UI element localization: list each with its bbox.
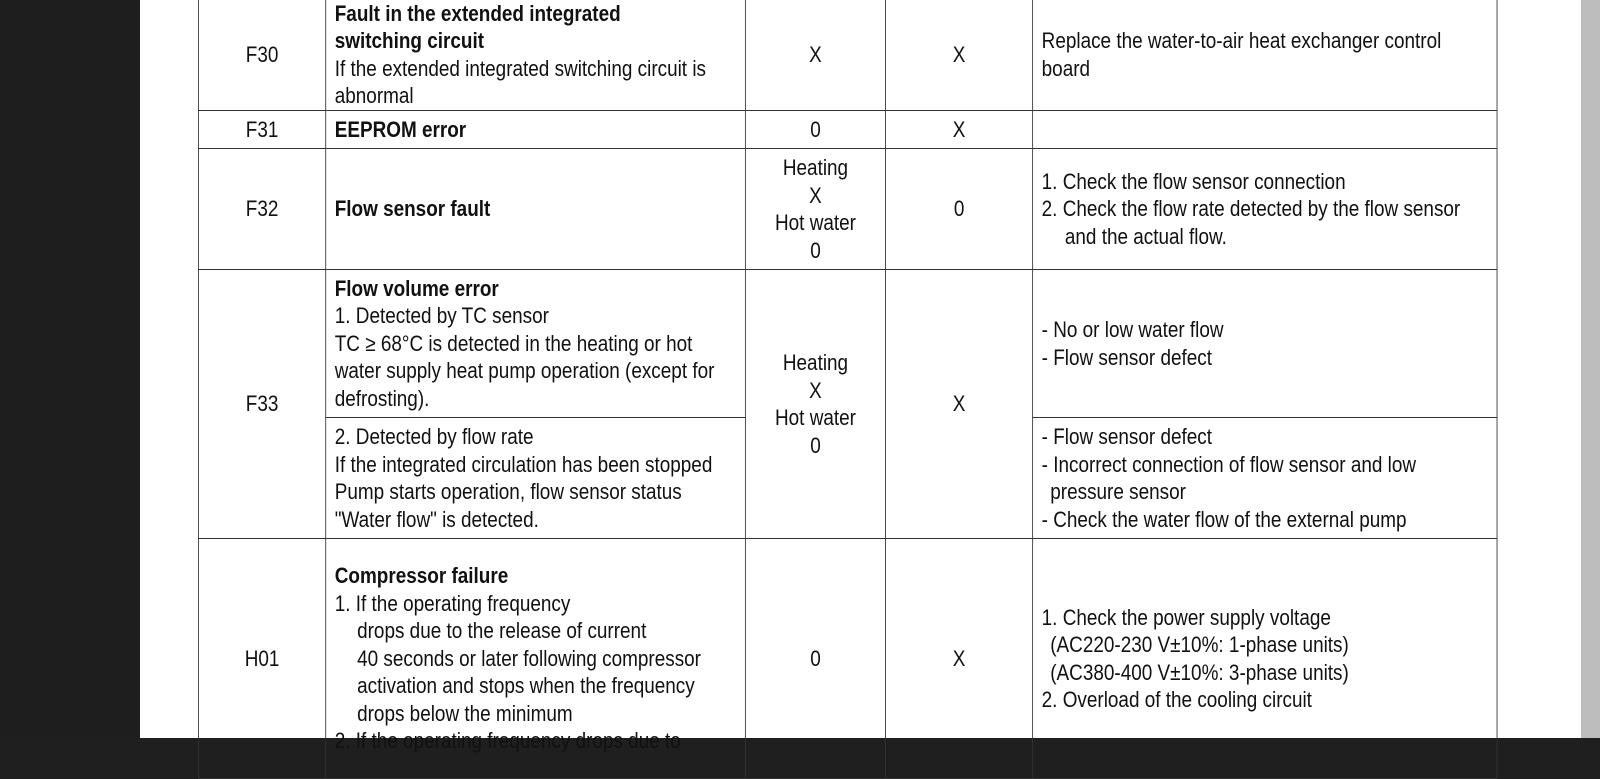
fault-code: F33 [245,391,279,417]
table-row [198,539,1497,779]
fault-title: Fault in the extended integrated [334,0,621,26]
remedy-text: 2. Overload of the cooling circuit [1041,687,1312,712]
operation-value: X [809,41,822,67]
operation-value: X [809,182,822,208]
document-page [140,0,1581,754]
fault-code: F31 [245,116,279,142]
fault-description-text: water supply heat pump operation (except for [334,358,715,384]
fault-description-text: TC ≥ 68°C is detected in the heating or hot [334,330,693,356]
remedy-text: and the actual flow. [1064,223,1227,249]
operation-value: X [952,645,966,671]
remedy-text: - Check the water flow of the external pump [1041,506,1407,532]
fault-description-text: 1. Detected by TC sensor [334,303,549,329]
remedy-text: - Flow sensor defect [1041,344,1213,370]
operation-value: 0 [810,432,821,458]
fault-code: F32 [245,196,279,222]
viewer-left-gutter [0,0,140,738]
operation-value: X [952,41,966,67]
operation-cell-1 [745,149,885,270]
table-row [198,0,1497,111]
operation-value: 0 [810,116,821,142]
operation-mode-label: Heating [782,155,849,180]
remedy-text: pressure sensor [1050,479,1186,504]
operation-value: X [952,391,966,417]
operation-value: X [952,116,966,142]
fault-title: switching circuit [334,28,485,53]
operation-cell-2 [886,0,1033,111]
operation-cell-2 [886,539,1033,779]
fault-code-cell [198,0,325,111]
operation-value: 0 [810,237,821,263]
remedy-text: 2. Check the flow rate detected by the flow sensor [1041,196,1461,222]
remedy-text: (AC220-230 V±10%: 1-phase units) [1050,632,1349,657]
operation-cell-1 [745,539,885,779]
remedy-cell [1033,539,1497,779]
fault-description-text: 2. If the operating frequency drops due to [334,728,681,754]
operation-mode-label: Heating [782,350,849,375]
operation-cell-1 [745,0,885,111]
fault-code-cell [198,270,325,539]
remedy-cell [1033,111,1497,149]
fault-description-text: If the extended integrated switching circuit is [334,55,706,81]
remedy-cell [1033,418,1497,539]
fault-description-cell [326,270,746,418]
fault-description-text: drops below the minimum [357,700,573,726]
remedy-text: board [1041,55,1091,81]
remedy-text: 1. Check the flow sensor connection [1041,168,1346,194]
fault-title: Flow volume error [334,275,499,301]
fault-code-table [198,0,1497,779]
fault-code-cell [198,149,325,270]
fault-title: EEPROM error [334,116,467,142]
remedy-text: 1. Check the power supply voltage [1041,604,1331,630]
fault-description-text: 1. If the operating frequency [334,590,571,616]
fault-description-cell [326,539,746,779]
operation-mode-label: Hot water [774,210,856,235]
fault-description-text: Pump starts operation, flow sensor status [334,479,682,504]
operation-mode-label: Hot water [774,405,856,430]
operation-cell-1 [745,270,885,539]
operation-value: 0 [953,196,965,222]
table-row [198,149,1497,270]
remedy-text: - Incorrect connection of flow sensor and low [1041,451,1417,477]
operation-cell-2 [886,270,1033,539]
remedy-cell [1033,149,1497,270]
remedy-text: - No or low water flow [1041,317,1224,342]
fault-title: Compressor failure [334,563,509,589]
fault-code: F30 [245,41,279,67]
remedy-text: (AC380-400 V±10%: 3-phase units) [1050,659,1349,685]
fault-description-text: activation and stops when the frequency [357,673,695,699]
fault-description-text: If the integrated circulation has been stopped [334,451,713,477]
fault-description-cell [326,418,746,539]
table-row [198,270,1497,418]
fault-description-text: defrosting). [334,385,430,411]
fault-code-cell [198,539,325,779]
fault-code-cell [198,111,325,149]
remedy-cell [1033,0,1497,111]
table-row [198,111,1497,149]
fault-description-text: "Water flow" is detected. [334,506,539,532]
fault-description-cell [326,149,746,270]
fault-description-text: 2. Detected by flow rate [334,424,534,449]
operation-cell-1 [745,111,885,149]
operation-cell-2 [886,111,1033,149]
fault-code: H01 [244,645,280,671]
remedy-cell [1033,270,1497,418]
scrollbar-thumb[interactable] [1581,0,1600,738]
fault-description-text: drops due to the release of current [357,618,647,644]
operation-value: 0 [810,645,821,671]
operation-cell-2 [886,149,1033,270]
fault-description-text: 40 seconds or later following compressor [357,645,701,671]
operation-value: X [809,377,822,403]
fault-description-cell [326,111,746,149]
remedy-text: Replace the water-to-air heat exchanger control [1041,28,1442,53]
fault-title: Flow sensor fault [334,196,491,222]
remedy-text: - Flow sensor defect [1041,424,1213,449]
fault-description-text: abnormal [334,83,414,108]
fault-description-cell [326,0,746,111]
